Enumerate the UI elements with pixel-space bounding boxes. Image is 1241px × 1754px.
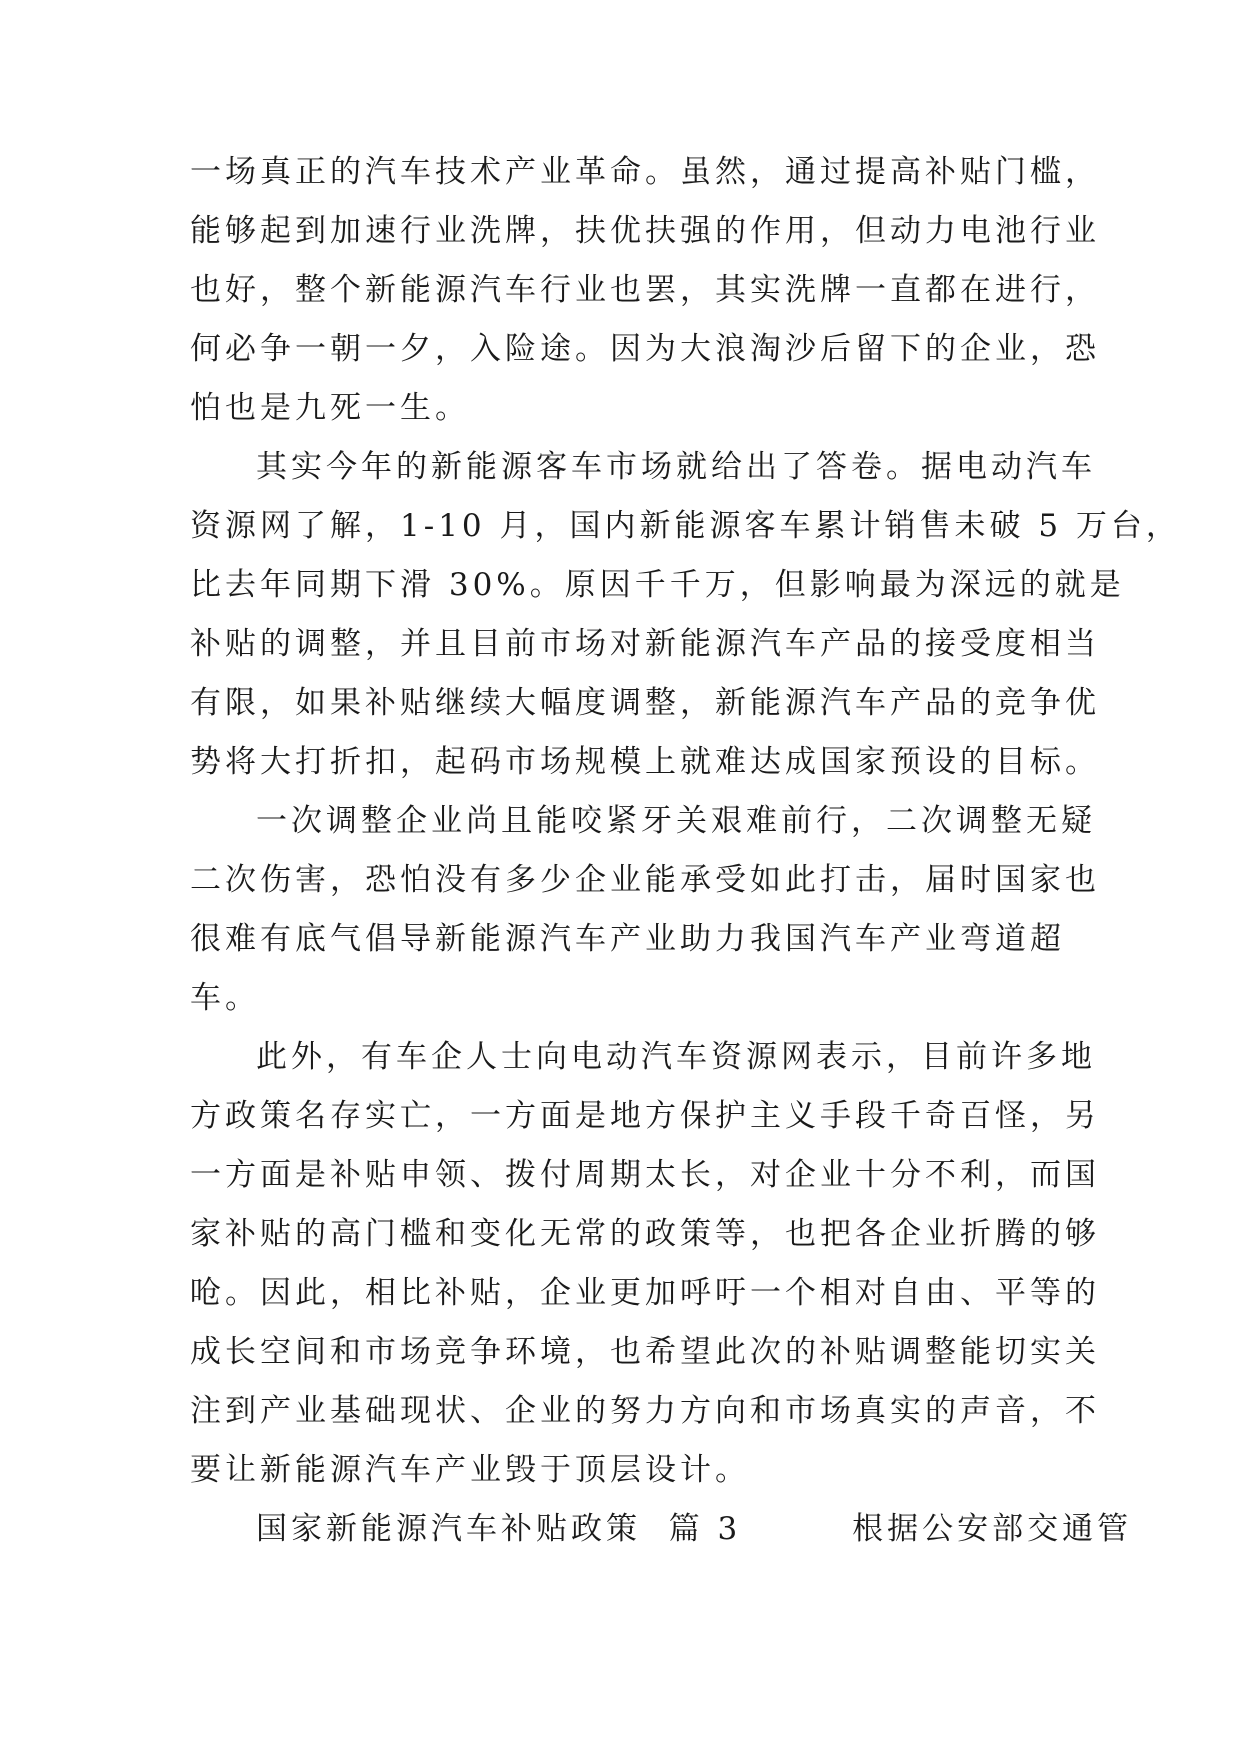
paragraph-line: 要让新能源汽车产业毁于顶层设计。 [190,1452,750,1488]
paragraph-line: 能够起到加速行业洗牌，扶优扶强的作用，但动力电池行业 [190,213,1100,249]
paragraph-line: 其实今年的新能源客车市场就给出了答卷。据电动汽车 [256,449,1096,485]
paragraph-line: 二次伤害，恐怕没有多少企业能承受如此打击，届时国家也 [190,862,1100,898]
paragraph-line: 注到产业基础现状、企业的努力方向和市场真实的声音，不 [190,1393,1100,1429]
paragraph-line: 资源网了解，1-10 月，国内新能源客车累计销售未破 5 万台， [190,508,1181,544]
paragraph-line: 呛。因此，相比补贴，企业更加呼吁一个相对自由、平等的 [190,1275,1100,1311]
paragraph-line: 家补贴的高门槛和变化无常的政策等，也把各企业折腾的够 [190,1216,1100,1252]
paragraph-line: 很难有底气倡导新能源汽车产业助力我国汽车产业弯道超 [190,921,1065,957]
paragraph-line: 有限，如果补贴继续大幅度调整，新能源汽车产品的竞争优 [190,685,1100,721]
paragraph-line: 一方面是补贴申领、拨付周期太长，对企业十分不利，而国 [190,1157,1100,1193]
paragraph-line: 比去年同期下滑 30%。原因千千万，但影响最为深远的就是 [190,567,1125,603]
paragraph-line: 车。 [190,980,260,1016]
paragraph-line: 一场真正的汽车技术产业革命。虽然，通过提高补贴门槛， [190,154,1100,190]
paragraph-line: 此外，有车企人士向电动汽车资源网表示，目前许多地 [256,1039,1096,1075]
paragraph-line: 成长空间和市场竞争环境，也希望此次的补贴调整能切实关 [190,1334,1100,1370]
paragraph-line: 也好，整个新能源汽车行业也罢，其实洗牌一直都在进行， [190,272,1100,308]
paragraph-line: 补贴的调整，并且目前市场对新能源汽车产品的接受度相当 [190,626,1100,662]
paragraph-line: 方政策名存实亡，一方面是地方保护主义手段千奇百怪，另 [190,1098,1100,1134]
paragraph-line: 何必争一朝一夕，入险途。因为大浪淘沙后留下的企业，恐 [190,331,1100,367]
paragraph-line: 一次调整企业尚且能咬紧牙关艰难前行，二次调整无疑 [256,803,1096,839]
paragraph-line: 势将大打折扣，起码市场规模上就难达成国家预设的目标。 [190,744,1100,780]
paragraph-line: 怕也是九死一生。 [190,390,470,426]
section-heading-line: 国家新能源汽车补贴政策 篇 3 根据公安部交通管 [256,1511,1133,1547]
